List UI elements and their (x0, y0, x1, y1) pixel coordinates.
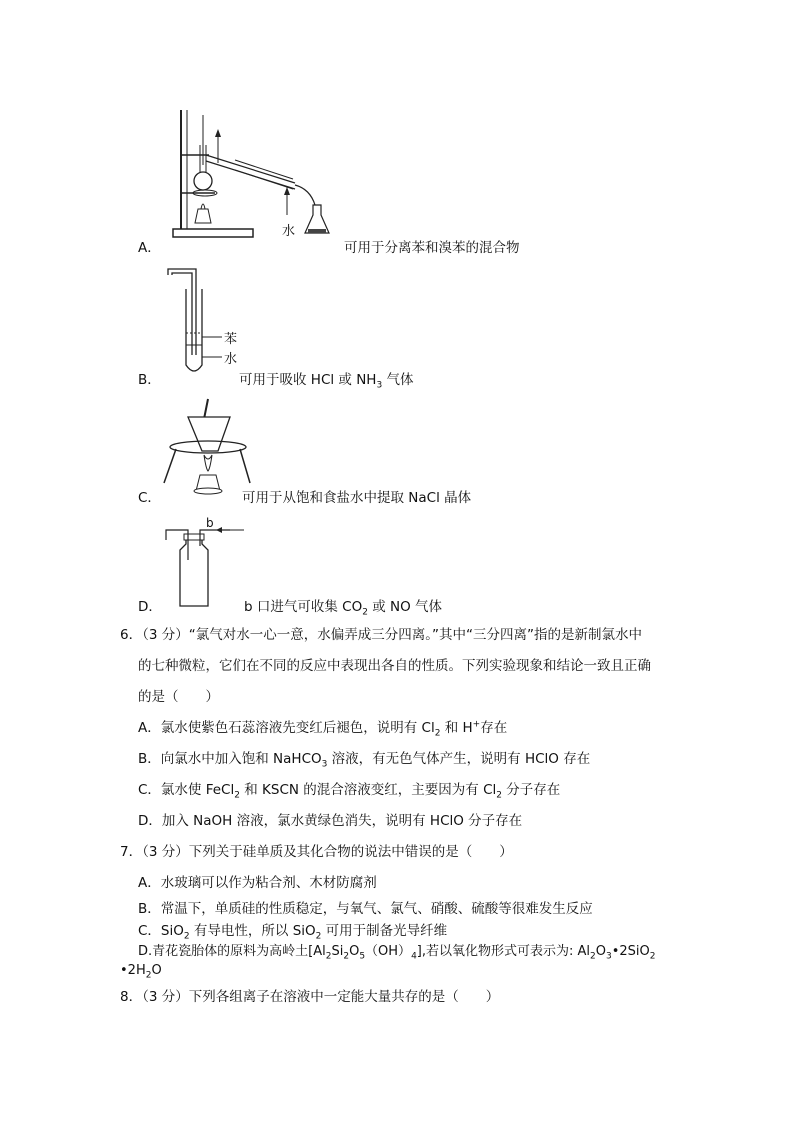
q7-option-d-continued: $•2H_2O$ (120, 963, 162, 981)
option-d-letter: D． (138, 599, 162, 615)
q6-stem-line-3: 的是（ ） (138, 689, 219, 705)
evaporation-apparatus-figure (160, 395, 250, 505)
q6-stem-line-1: 6．（3 分）“氯气对水一心一意，水偏弄成三分四离。”其中“三分四离”指的是新制氯水中 (120, 627, 642, 643)
water-label-b: 水 (224, 352, 238, 367)
q6-option-a: A．氯水使紫色石蕊溶液先变红后褪色，说明有 $Cl_2$ 和 H+存在 (138, 719, 508, 739)
option-c-text: 可用于从饱和食盐水中提取 NaCl 晶体 (242, 490, 472, 506)
option-b-text: 可用于吸收 HCl 或 $NH_3$ 气体 (239, 372, 414, 391)
gas-collection-bottle-figure (160, 520, 250, 610)
option-c-letter: C． (138, 490, 161, 506)
q6-option-d: D．加入 NaOH 溶液，氯水黄绿色消失，说明有 HClO 分子存在 (138, 813, 523, 829)
q7-option-d: D.青花瓷胎体的原料为高岭土$[Al_2Si_2O_5(OH)_4]$,若以氧化物形式可表示为: $Al_2O_3•2SiO_2$ (138, 944, 656, 962)
q8-stem: 8．（3 分）下列各组离子在溶液中一定能大量共存的是（ ） (120, 989, 500, 1005)
option-d-text: b 口进气可收集 $CO_2$ 或 NO 气体 (244, 599, 443, 618)
option-a-letter: A． (138, 240, 161, 256)
q7-option-b: B．常温下，单质硅的性质稳定，与氧气、氯气、硝酸、硫酸等很难发生反应 (138, 901, 593, 917)
q6-option-c: C．氯水使 FeCl$_2$ 和 KSCN 的混合溶液变红，主要因为有 $Cl_2$ 分子存在 (138, 782, 561, 801)
benzene-label: 苯 (224, 332, 238, 347)
q7-option-a: A．水玻璃可以作为粘合剂、木材防腐剂 (138, 875, 377, 891)
q7-stem: 7．（3 分）下列关于硅单质及其化合物的说法中错误的是（ ） (120, 844, 513, 860)
distillation-apparatus-figure (165, 105, 345, 240)
q6-stem-line-2: 的七种微粒，它们在不同的反应中表现出各自的性质。下列实验现象和结论一致且正确 (138, 658, 651, 674)
option-a-text: 可用于分离苯和溴苯的混合物 (344, 240, 520, 256)
water-label: 水 (282, 224, 296, 239)
option-b-letter: B． (138, 372, 161, 388)
q7-option-c: C．SiO$_2$ 有导电性，所以 SiO$_2$ 可用于制备光导纤维 (138, 923, 448, 942)
q6-option-b: B．向氯水中加入饱和 NaHCO$_3$ 溶液，有无色气体产生，说明有 HClO 存在 (138, 751, 591, 770)
port-b-label: b (206, 516, 214, 530)
